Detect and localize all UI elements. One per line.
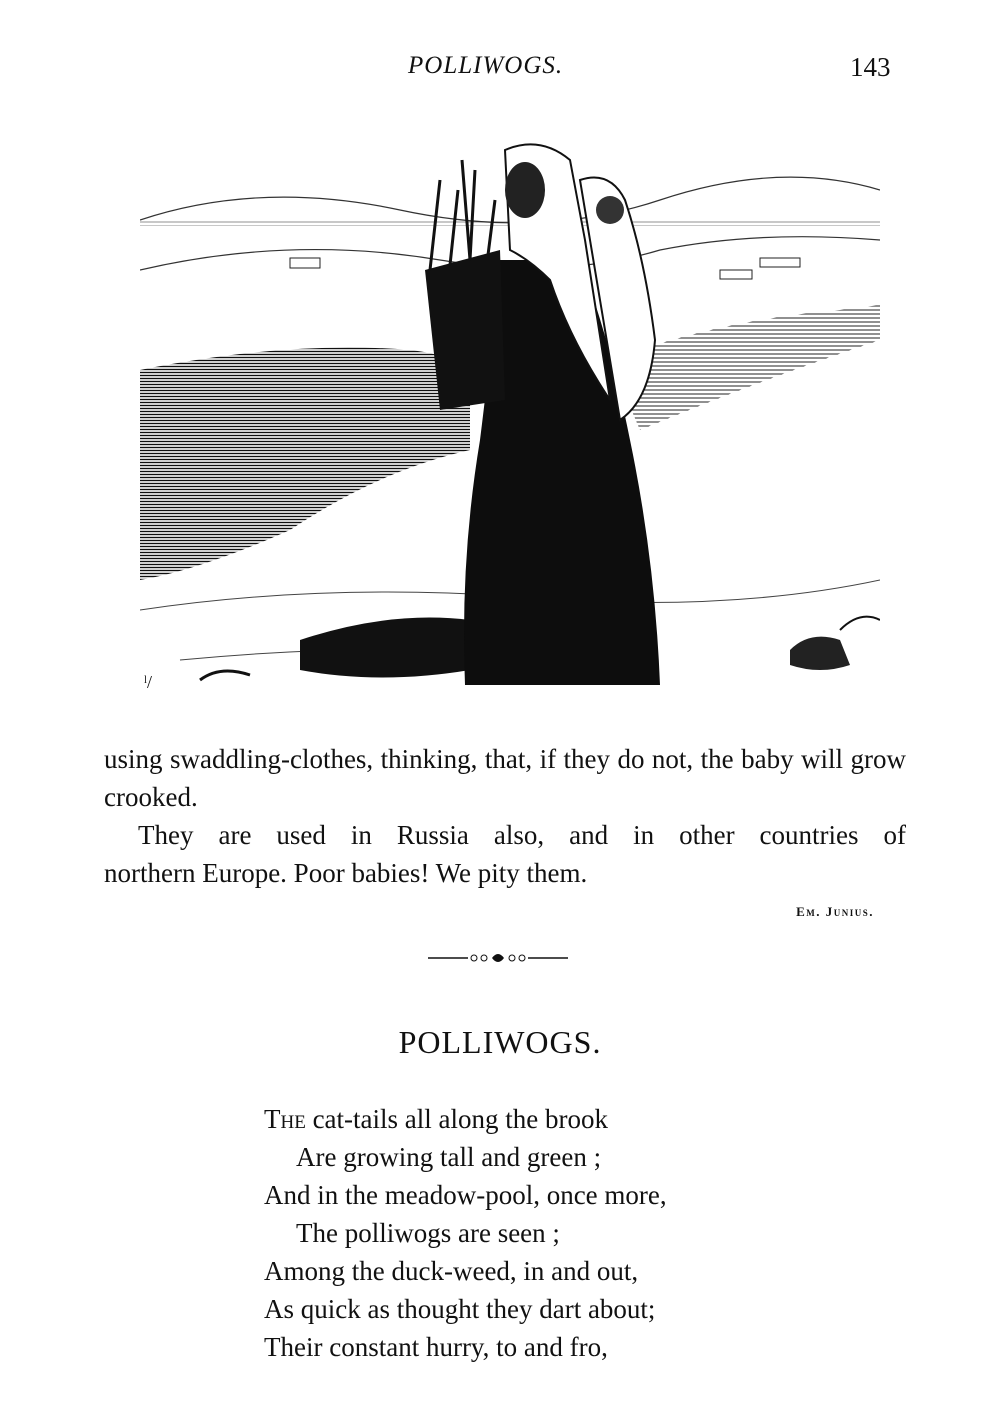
running-head: POLLIWOGS. — [408, 52, 564, 79]
paragraph-line: northern Europe. Poor babies! We pity them. — [104, 858, 588, 888]
poem-line-text: cat-tails all along the brook — [305, 1104, 608, 1134]
engraving-woman-carrying-firewood-icon — [140, 140, 880, 700]
poem-body — [264, 1100, 667, 1366]
ornament-divider-icon — [428, 948, 568, 968]
poem-title: POLLIWOGS. — [398, 1024, 602, 1060]
prose-section — [104, 740, 906, 892]
svg-text:ˡ/: ˡ/ — [144, 672, 152, 692]
poem-line: As quick as thought they dart about; — [264, 1294, 656, 1324]
poem-line: Among the duck-weed, in and out, — [264, 1256, 639, 1286]
paragraph: using swaddling-clothes, thinking, that, if they do not, the baby will grow crooked. — [104, 744, 906, 812]
poem-line: And in the meadow-pool, once more, — [264, 1180, 667, 1210]
poem-first-word: The — [264, 1104, 306, 1134]
paragraph: They are used in Russia also, and in other countries of — [138, 820, 906, 850]
poem-line: Are growing tall and green ; — [296, 1142, 602, 1172]
poem-line — [264, 1100, 667, 1138]
poem-line: The polliwogs are seen ; — [296, 1218, 560, 1248]
page-number: 143 — [850, 52, 891, 82]
poem-line: Their constant hurry, to and fro, — [264, 1332, 608, 1362]
author-attribution: Em. Junius. — [796, 904, 874, 919]
